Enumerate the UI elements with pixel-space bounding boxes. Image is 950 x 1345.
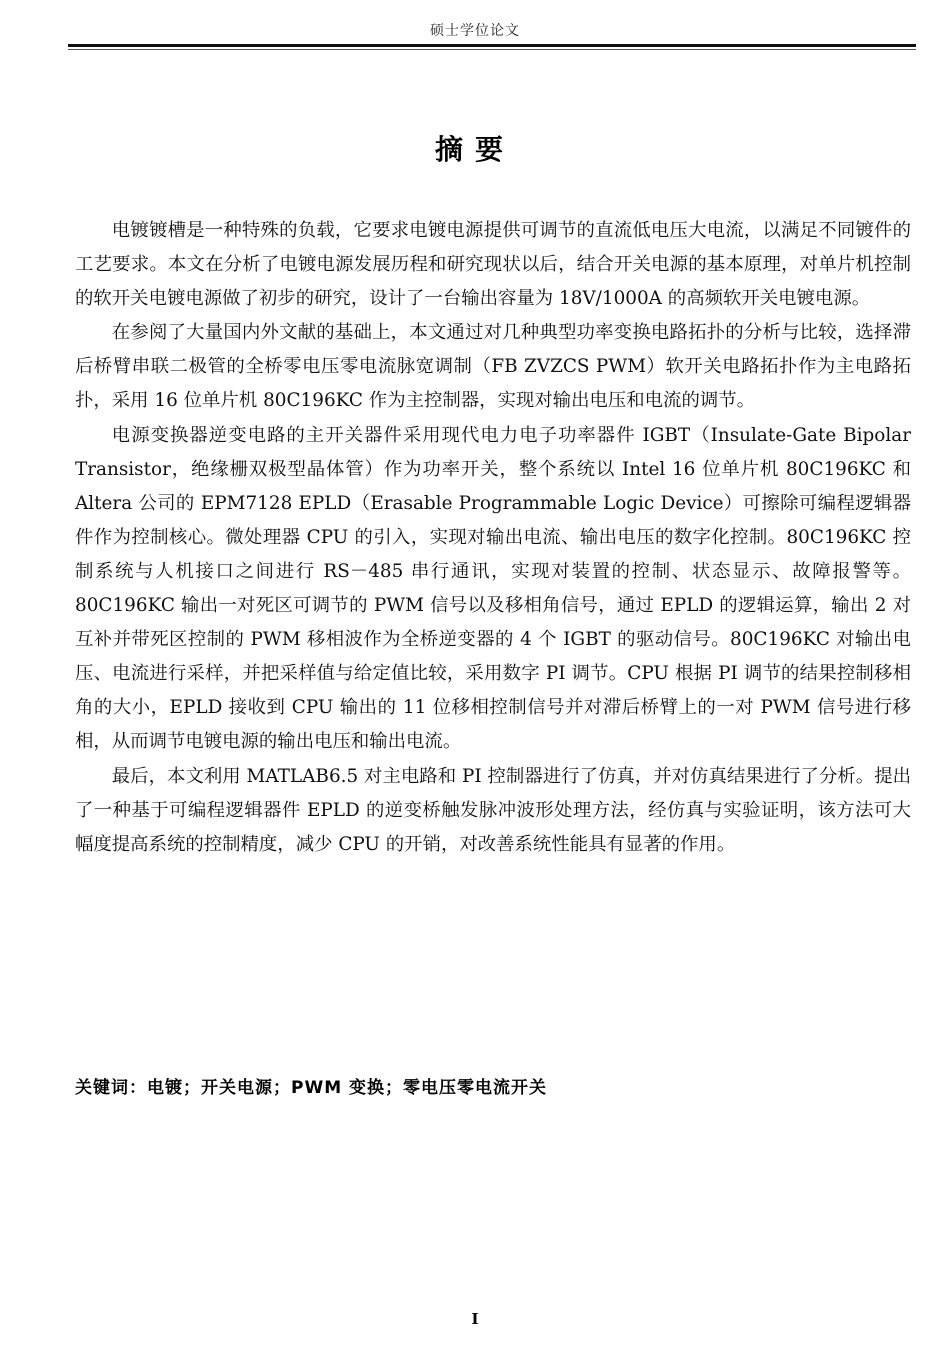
page-number: I [471, 1310, 479, 1328]
abstract-body [75, 214, 911, 862]
abstract-title: 摘要 [434, 133, 515, 166]
abstract-paragraph-1: 电镀镀槽是一种特殊的负载，它要求电镀电源提供可调节的直流低电压大电流，以满足不同镀件的工艺要求。本文在分析了电镀电源发展历程和研究现状以后，结合开关电源的基本原理，对单片机控制的软开关电镀电源做了初步的研究，设计了一台输出容量为 18V/1000A 的高频软开关电镀电源。 [75, 220, 911, 310]
abstract-paragraph-4: 最后，本文利用 MATLAB6.5 对主电路和 PI 控制器进行了仿真，并对仿真结果进行了分析。提出了一种基于可编程逻辑器件 EPLD 的逆变桥触发脉冲波形处理方法，经仿真与实验证明，该方法可大幅度提高系统的控制精度，减少 CPU 的开销，对改善系统性能具有显著的作用。 [75, 765, 911, 855]
abstract-paragraph-3: 电源变换器逆变电路的主开关器件采用现代电力电子功率器件 IGBT（Insulate-Gate Bipolar Transistor，绝缘栅双极型晶体管）作为功率开关，整个系统以 Intel 16 位单片机 80C196KC 和 Altera 公司的 EPM7128 EPLD（Erasable Programmable Logic Device）可擦除可编程逻辑器件作为控制核心。微处理器 CPU 的引入，实现对输出电流、输出电压的数字化控制。80C196KC 控制系统与人机接口之间进行 RS－485 串行通讯，实现对装置的控制、状态显示、故障报警等。80C196KC 输出一对死区可调节的 PWM 信号以及移相角信号，通过 EPLD 的逻辑运算，输出 2 对互补并带死区控制的 PWM 移相波作为全桥逆变器的 4 个 IGBT 的驱动信号。80C196KC 对输出电压、电流进行采样，并把采样值与给定值比较，采用数字 PI 调节。CPU 根据 PI 调节的结果控制移相角的大小，EPLD 接收到 CPU 输出的 11 位移相控制信号并对滞后桥臂上的一对 PWM 信号进行移相，从而调节电镀电源的输出电压和输出电流。 [75, 424, 911, 753]
running-header: 硕士学位论文 [430, 23, 520, 39]
header-rule-thin [68, 49, 916, 50]
header-rule [68, 44, 916, 47]
keywords: 关键词：电镀；开关电源；PWM 变换；零电压零电流开关 [75, 1078, 548, 1098]
abstract-paragraph-2: 在参阅了大量国内外文献的基础上，本文通过对几种典型功率变换电路拓扑的分析与比较，选择滞后桥臂串联二极管的全桥零电压零电流脉宽调制（FB ZVZCS PWM）软开关电路拓扑作为主电路拓扑，采用 16 位单片机 80C196KC 作为主控制器，实现对输出电压和电流的调节。 [75, 322, 911, 412]
